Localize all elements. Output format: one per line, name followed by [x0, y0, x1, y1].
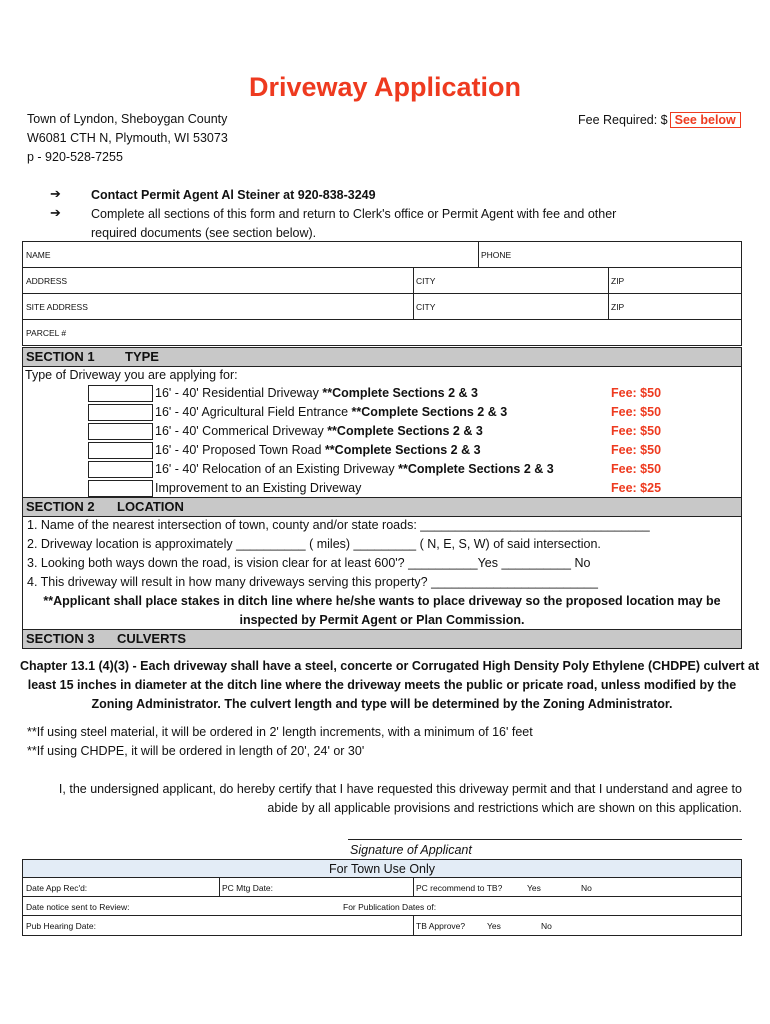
chapter-line-1: Chapter 13.1 (4)(3) - Each driveway shall have a steel, concerte or Corrugated High Density Poly Ethylene (CHDPE) culvert at — [20, 659, 760, 673]
section-2-header — [22, 497, 742, 517]
question-1: 1. Name of the nearest intersection of town, county and/or state roads: _________________________________ — [27, 518, 650, 532]
site-address-row — [22, 293, 742, 320]
town-address: W6081 CTH N, Plymouth, WI 53073 — [27, 131, 228, 145]
arrow-right-icon: ➔ — [50, 205, 61, 220]
type-prompt: Type of Driveway you are applying for: — [25, 368, 238, 382]
chapter-line-3: Zoning Administrator. The culvert length and type will be determined by the Zoning Administrator. — [91, 697, 673, 711]
pc-recommend-label: PC recommend to TB? — [416, 883, 503, 893]
town-phone: p - 920-528-7255 — [27, 150, 123, 164]
phone-label: PHONE — [481, 250, 512, 260]
question-2: 2. Driveway location is approximately __________ ( miles) _________ ( N, E, S, W) of said intersection. — [27, 537, 601, 551]
pc-yes-option[interactable]: Yes — [527, 883, 541, 893]
fee-residential: Fee: $50 — [611, 386, 662, 400]
complete-line-2: required documents (see section below). — [91, 226, 317, 240]
tb-no-option[interactable]: No — [541, 921, 552, 931]
checkbox-improvement[interactable] — [88, 480, 153, 497]
town-use-row-2 — [22, 896, 742, 916]
tb-approve-label: TB Approve? — [416, 921, 466, 931]
town-use-row-3 — [22, 915, 742, 936]
checkbox-commercial[interactable] — [88, 423, 153, 440]
signature-label: Signature of Applicant — [350, 843, 472, 857]
zip-label: ZIP — [611, 302, 625, 312]
steel-note: **If using steel material, it will be ordered in 2' length increments, with a minimum of 16' feet — [27, 725, 533, 739]
checkbox-town-road[interactable] — [88, 442, 153, 459]
parcel-label: PARCEL # — [26, 328, 67, 338]
site-address-label: SITE ADDRESS — [26, 302, 88, 312]
question-3: 3. Looking both ways down the road, is vision clear for at least 600'? __________Yes __________ No — [27, 556, 591, 570]
section-1-label: SECTION 1 — [26, 349, 95, 364]
fee-town-road: Fee: $50 — [611, 443, 662, 457]
town-use-header — [22, 859, 742, 878]
pc-mtg-label: PC Mtg Date: — [222, 883, 274, 893]
section-3-header — [22, 629, 742, 649]
certify-line-1: I, the undersigned applicant, do hereby certify that I have requested this driveway permit and that I understand and agree to — [58, 782, 742, 796]
zip-label: ZIP — [611, 276, 625, 286]
parcel-row — [22, 319, 742, 346]
question-4: 4. This driveway will result in how many driveways serving this property? ________________________ — [27, 575, 598, 589]
fee-relocation: Fee: $50 — [611, 462, 662, 476]
option-relocation: 16' - 40' Relocation of an Existing Driveway **Complete Sections 2 & 3 — [155, 462, 554, 476]
stakes-note-1: **Applicant shall place stakes in ditch line where he/she wants to place driveway so the proposed location may be — [43, 594, 721, 608]
option-town-road: 16' - 40' Proposed Town Road **Complete Sections 2 & 3 — [155, 443, 481, 457]
fee-commercial: Fee: $50 — [611, 424, 662, 438]
town-name: Town of Lyndon, Sheboygan County — [27, 112, 228, 126]
checkbox-agricultural[interactable] — [88, 404, 153, 421]
section-1-name: TYPE — [125, 349, 159, 364]
checkbox-relocation[interactable] — [88, 461, 153, 478]
section-1-header — [22, 347, 742, 367]
city-label: CITY — [416, 276, 436, 286]
chapter-line-2: least 15 inches in diameter at the ditch line where the driveway meets the public or pricate road, unless modified by the — [27, 678, 737, 692]
fee-required-value: See below — [670, 112, 741, 128]
tb-yes-option[interactable]: Yes — [487, 921, 501, 931]
fee-agricultural: Fee: $50 — [611, 405, 662, 419]
checkbox-residential[interactable] — [88, 385, 153, 402]
section-2-name: LOCATION — [117, 499, 184, 514]
section-3-name: CULVERTS — [117, 631, 187, 646]
certify-line-2: abide by all applicable provisions and restrictions which are shown on this application. — [267, 801, 742, 815]
city-label: CITY — [416, 302, 436, 312]
section-2-label: SECTION 2 — [26, 499, 95, 514]
date-notice-label: Date notice sent to Review: — [26, 902, 130, 912]
name-row — [22, 241, 742, 268]
date-app-label: Date App Rec'd: — [26, 883, 88, 893]
address-label: ADDRESS — [26, 276, 68, 286]
page-title: Driveway Application — [248, 72, 522, 102]
pub-hearing-label: Pub Hearing Date: — [26, 921, 96, 931]
town-use-row-1 — [22, 877, 742, 897]
section-3-label: SECTION 3 — [26, 631, 95, 646]
stakes-note-2: inspected by Permit Agent or Plan Commission. — [239, 613, 525, 627]
chdpe-note: **If using CHDPE, it will be ordered in length of 20', 24' or 30' — [27, 744, 365, 758]
option-residential: 16' - 40' Residential Driveway **Complete Sections 2 & 3 — [155, 386, 478, 400]
signature-line[interactable] — [348, 839, 742, 840]
name-label: NAME — [26, 250, 51, 260]
fee-required — [578, 112, 741, 128]
town-use-title: For Town Use Only — [328, 862, 436, 876]
option-improvement: Improvement to an Existing Driveway — [155, 481, 362, 495]
address-row — [22, 267, 742, 294]
complete-line-1: Complete all sections of this form and return to Clerk's office or Permit Agent with fee and other — [91, 207, 617, 221]
option-agricultural: 16' - 40' Agricultural Field Entrance **Complete Sections 2 & 3 — [155, 405, 508, 419]
fee-improvement: Fee: $25 — [611, 481, 662, 495]
arrow-right-icon: ➔ — [50, 186, 61, 201]
pc-no-option[interactable]: No — [581, 883, 592, 893]
contact-line: Contact Permit Agent Al Steiner at 920-838-3249 — [91, 188, 376, 202]
fee-required-label: Fee Required: $ — [578, 113, 668, 127]
option-commercial: 16' - 40' Commerical Driveway **Complete Sections 2 & 3 — [155, 424, 483, 438]
publication-dates-label: For Publication Dates of: — [343, 902, 437, 912]
